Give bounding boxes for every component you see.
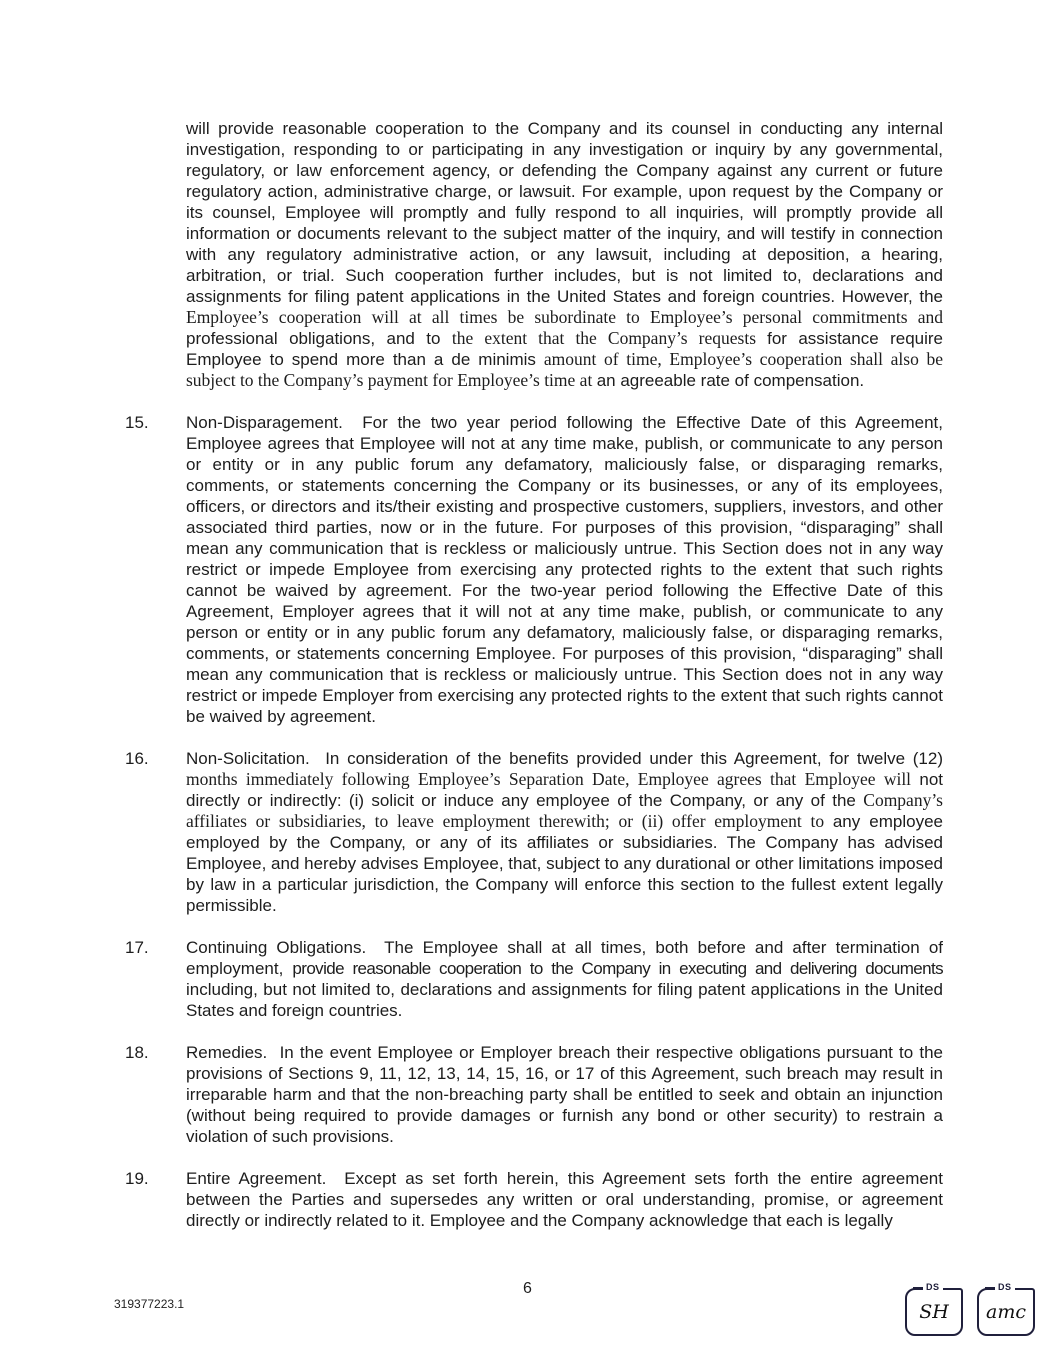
paragraph-number: [125, 118, 186, 391]
paragraph-segment: For the two year period following the Effective Date of this Agreement, Employee agrees that Employee will not at any time make, publish, or communicate to any person or entity or in any public forum any defamatory, maliciously false, or disparaging remarks, comments, or statements concerning the Company or its businesses, or any of its employees, officers, or directors and its/their existing and prospective customers, suppliers, investors, and other associated third parties, now or in the future. For purposes of this provision, “disparaging” shall mean any communication that is reckless or maliciously untrue. This Section does not in any way restrict or impede Employee from exercising any protected rights to the extent that such rights cannot be waived by agreement. For the two-year period following the Effective Date of this Agreement, Employer agrees that it will not at any time make, publish, or communicate to any person or entity or in any public forum any defamatory, maliciously false, or disparaging remarks, comments, or statements concerning Employee. For purposes of this provision, “disparaging” shall mean any communication that is reckless or maliciously untrue. This Section does not in any way restrict or impede Employer from exercising any protected rights to the extent that such rights cannot be waived by agreement.: [186, 413, 943, 726]
signer-initials: amc: [986, 1301, 1026, 1323]
paragraph-body: [186, 1042, 943, 1147]
paragraph-segment: including, but not limited to, declarations and assignments for filing patent applications in the United States and foreign countries.: [186, 980, 943, 1020]
paragraph-number: 16.: [125, 749, 149, 768]
agreement-paragraph: [125, 412, 943, 727]
agreement-paragraph: [125, 1168, 943, 1231]
paragraph-segment: In the event Employee or Employer breach their respective obligations pursuant to the provisions of Sections 9, 11, 12, 13, 14, 15, 16, or 17 of this Agreement, such breach may result in irreparable harm and that the non-breaching party shall be entitled to seek and obtain an injunction (without being required to provide damages or furnish any bond or other security) to restrain a violation of such provisions.: [186, 1043, 944, 1146]
paragraph-number: 18.: [125, 1043, 149, 1062]
paragraph-segment: The Employee shall at all times, both before and after termination of employment,: [186, 938, 944, 978]
paragraph-title: Remedies.: [186, 1043, 280, 1062]
paragraph-segment: Except as set forth herein, this Agreement sets forth the entire agreement between the Parties and supersedes any written or oral understanding, promise, or agreement directly or indirectly related to it. Employee and the Company acknowledge that each is legally: [186, 1169, 943, 1230]
docusign-initials-stamp: [977, 1282, 1035, 1336]
docusign-ds-icon: DS: [923, 1282, 943, 1292]
paragraph-segment: provide reasonable cooperation to the Company in executing and delivering documents: [292, 959, 943, 978]
page-number: 6: [523, 1280, 532, 1297]
paragraph-segment: not directly or indirectly: (i) solicit or induce any employee of the Company, or any of the: [186, 770, 943, 810]
paragraph-title: Non-Disparagement.: [186, 413, 363, 432]
paragraph-body: [186, 118, 943, 391]
document-id: 319377223.1: [114, 1297, 185, 1311]
paragraph-segment: Employee’s cooperation will at all times be subordinate to Employee’s personal commitments and: [186, 307, 943, 327]
paragraph-segment: months immediately following Employee’s Separation Date, Employee agrees that Employee will: [186, 769, 920, 789]
paragraph-number: 17.: [125, 938, 149, 957]
signer-initials: SH: [919, 1301, 949, 1323]
paragraph-number: 19.: [125, 1169, 149, 1188]
paragraph-title: Entire Agreement.: [186, 1169, 345, 1188]
paragraph-segment: the extent that the Company’s requests: [451, 328, 768, 348]
agreement-paragraph: [125, 1042, 943, 1147]
docusign-ds-icon: DS: [995, 1282, 1015, 1292]
paragraph-segment: an agreeable rate of compensation.: [596, 371, 865, 390]
document-body: [125, 118, 943, 1252]
paragraph-body: [186, 412, 943, 727]
paragraph-segment: Company’s affiliates or subsidiaries, to leave employment therewith; or (ii) offer employment to: [186, 790, 943, 831]
paragraph-body: [186, 748, 943, 916]
paragraph-segment: for assistance require Employee to spend more than a de minimis: [186, 329, 943, 369]
paragraph-segment: amount of time, Employee’s cooperation shall also be subject to the Company’s payment for Employee’s time at: [186, 349, 944, 390]
paragraph-segment: will provide reasonable cooperation to the Company and its counsel in conducting any internal investigation, responding to or participating in any investigation or inquiry by any governmental, regulatory, or law enforcement agency, or defending the Company against any current or future regulatory action, administrative charge, or lawsuit. For example, upon request by the Company or its counsel, Employee will promptly and fully respond to all inquiries, will promptly provide all information or documents relevant to the subject matter of the inquiry, and will testify in connection with any regulatory administrative action, or any lawsuit, including at deposition, a hearing, arbitration, or trial. Such cooperation further includes, but is not limited to, declarations and assignments for filing patent applications in the United States and foreign countries. However, the: [186, 119, 943, 306]
paragraph-body: [186, 937, 943, 1021]
docusign-initials-stamp: [905, 1282, 963, 1336]
agreement-paragraph: [125, 748, 943, 916]
paragraph-segment: In consideration of the benefits provided under this Agreement, for twelve (12): [325, 749, 943, 768]
agreement-paragraph: [125, 118, 943, 391]
paragraph-title: Continuing Obligations.: [186, 938, 385, 957]
paragraph-segment: professional obligations, and to: [186, 329, 452, 348]
paragraph-number: 15.: [125, 413, 149, 432]
agreement-paragraph: [125, 937, 943, 1021]
paragraph-title: Non-Solicitation.: [186, 749, 326, 768]
paragraph-segment: any employee employed by the Company, or any of its affiliates or subsidiaries. The Company has advised Employee, and hereby advises Employee, that, subject to any durational or other limitations imposed by law in a particular jurisdiction, the Company will enforce this section to the fullest extent legally permissible.: [186, 812, 943, 915]
paragraph-body: [186, 1168, 943, 1231]
